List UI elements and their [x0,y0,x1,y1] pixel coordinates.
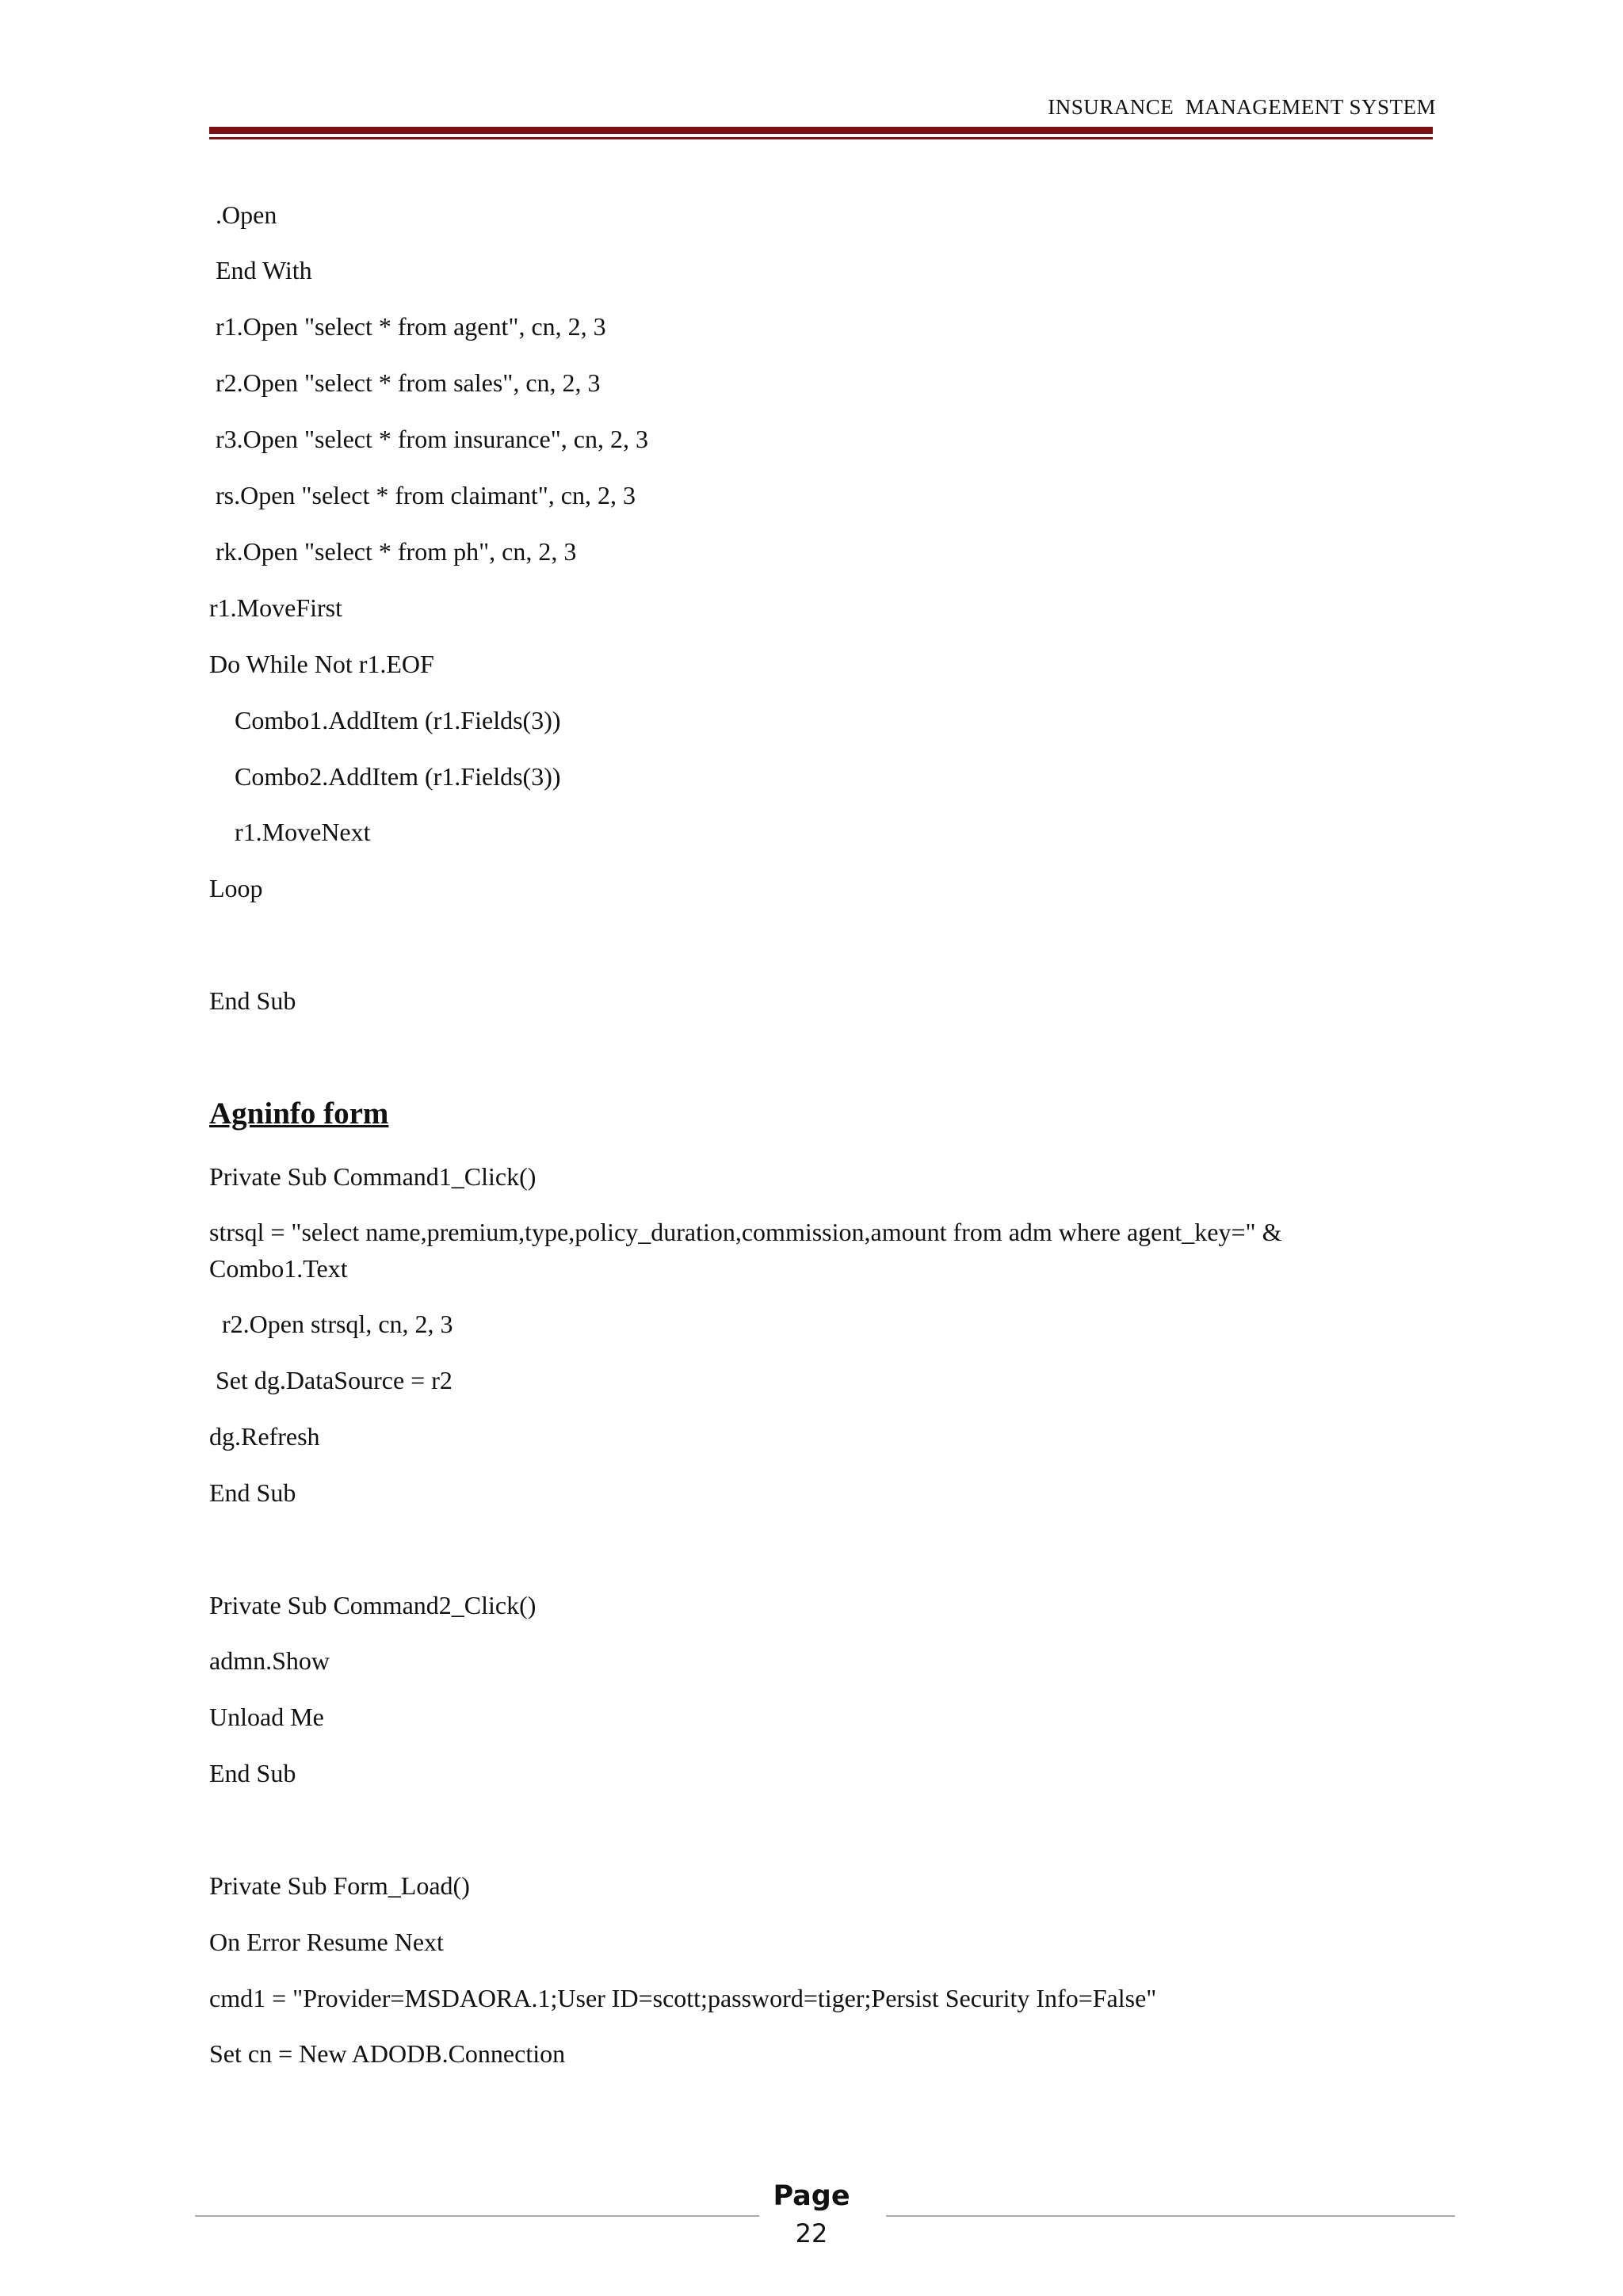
footer-page-number: 22 [795,2218,828,2248]
code-line: End Sub [209,986,296,1015]
code-line: Private Sub Form_Load() [209,1871,470,1900]
code-line: .Open [209,200,277,229]
code-line: End Sub [209,1478,296,1507]
code-line: rk.Open "select * from ph", cn, 2, 3 [209,537,577,566]
footer-rule-right [886,2215,1455,2217]
code-line: End With [209,256,312,284]
code-line: Combo1.AddItem (r1.Fields(3)) [209,706,561,734]
section-heading: Agninfo form [209,1097,389,1131]
code-line: Private Sub Command2_Click() [209,1591,537,1619]
code-line: r2.Open "select * from sales", cn, 2, 3 [209,368,601,397]
code-line: r3.Open "select * from insurance", cn, 2, 3 [209,425,648,453]
header-rule [209,127,1433,134]
code-line: Set dg.DataSource = r2 [209,1366,453,1394]
code-line: r1.MoveFirst [209,593,342,622]
code-line: On Error Resume Next [209,1928,444,1956]
code-line: Unload Me [209,1703,324,1731]
code-line: End Sub [209,1759,296,1787]
code-line: Combo2.AddItem (r1.Fields(3)) [209,762,561,791]
code-line: r1.MoveNext [209,818,371,846]
footer-page-label: Page [773,2180,850,2212]
code-line: Loop [209,874,263,902]
code-line: strsql = "select name,premium,type,policy_duration,commission,amount from adm where agent_key=" & Combo1.Text [209,1218,1289,1283]
header-title: INSURANCE MANAGEMENT SYSTEM [1048,95,1436,119]
code-line: Set cn = New ADODB.Connection [209,2039,566,2068]
footer-rule-left [195,2215,759,2217]
code-line: cmd1 = "Provider=MSDAORA.1;User ID=scott;password=tiger;Persist Security Info=False" [209,1984,1157,2012]
code-line: Private Sub Command1_Click() [209,1162,537,1191]
code-line: admn.Show [209,1646,330,1675]
code-line: r1.Open "select * from agent", cn, 2, 3 [209,312,606,341]
header-rule-thin [209,137,1433,139]
code-line: rs.Open "select * from claimant", cn, 2, 3 [209,481,636,509]
code-line: dg.Refresh [209,1422,320,1451]
code-line: Do While Not r1.EOF [209,650,434,678]
code-line: r2.Open strsql, cn, 2, 3 [209,1310,453,1338]
